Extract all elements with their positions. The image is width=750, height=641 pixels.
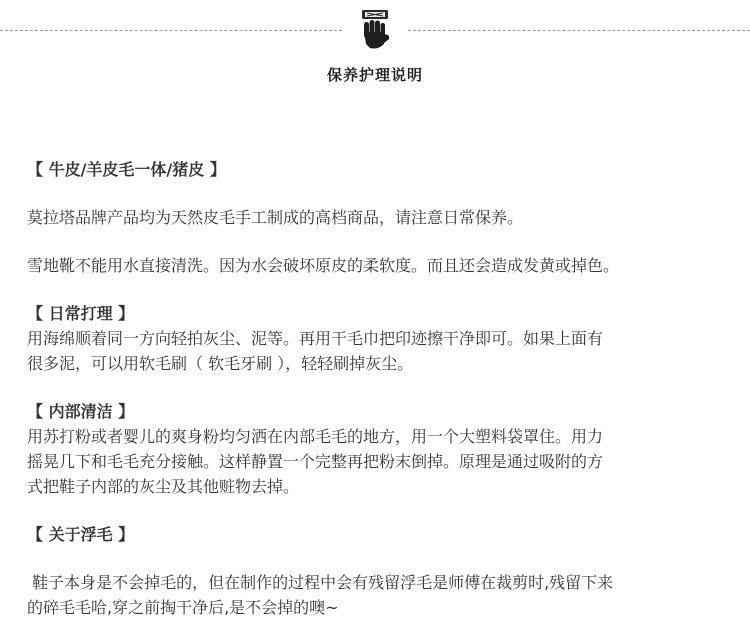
section-heading-material: 【 牛皮/羊皮毛一体/猪皮 】 bbox=[27, 160, 226, 179]
paragraph-loose-fur-line2: 的碎毛毛哈,穿之前掏干净后,是不会掉的噢~ bbox=[27, 598, 339, 617]
page-title: 保养护理说明 bbox=[326, 66, 423, 84]
header-divider-right bbox=[408, 30, 750, 31]
paragraph-no-washing: 雪地靴不能用水直接清洗。因为水会破坏原皮的柔软度。而且还会造成发黄或掉色。 bbox=[27, 256, 620, 275]
paragraph-loose-fur-line1: 鞋子本身是不会掉毛的，但在制作的过程中会有残留浮毛是师傅在裁剪时,残留下来 bbox=[27, 573, 614, 592]
header-divider-left bbox=[0, 30, 342, 31]
paragraph-inner-cleaning-line3: 式把鞋子内部的灰尘及其他赃物去掉。 bbox=[27, 477, 300, 496]
paragraph-daily-care-line2: 很多泥，可以用软毛刷（ 软毛牙刷 ），轻轻刷掉灰尘。 bbox=[27, 354, 414, 373]
section-heading-inner-cleaning: 【 内部清洁 】 bbox=[27, 402, 135, 421]
section-heading-daily-care: 【 日常打理 】 bbox=[27, 304, 135, 323]
section-heading-loose-fur: 【 关于浮毛 】 bbox=[27, 525, 135, 544]
paragraph-inner-cleaning-line2: 摇晃几下和毛毛充分接触。这样静置一个完整再把粉末倒掉。原理是通过吸附的方 bbox=[27, 452, 604, 471]
paragraph-inner-cleaning-line1: 用苏打粉或者婴儿的爽身粉均匀洒在内部毛毛的地方，用一个大塑料袋罩住。用力 bbox=[27, 427, 604, 446]
glove-icon bbox=[356, 8, 394, 52]
care-instructions bbox=[27, 157, 727, 620]
page-header bbox=[0, 0, 750, 90]
paragraph-daily-care-line1: 用海绵顺着同一方向轻拍灰尘、泥等。再用干毛巾把印迹擦干净即可。如果上面有 bbox=[27, 329, 604, 348]
paragraph-intro: 莫拉塔品牌产品均为天然皮毛手工制成的高档商品，请注意日常保养。 bbox=[27, 208, 524, 227]
